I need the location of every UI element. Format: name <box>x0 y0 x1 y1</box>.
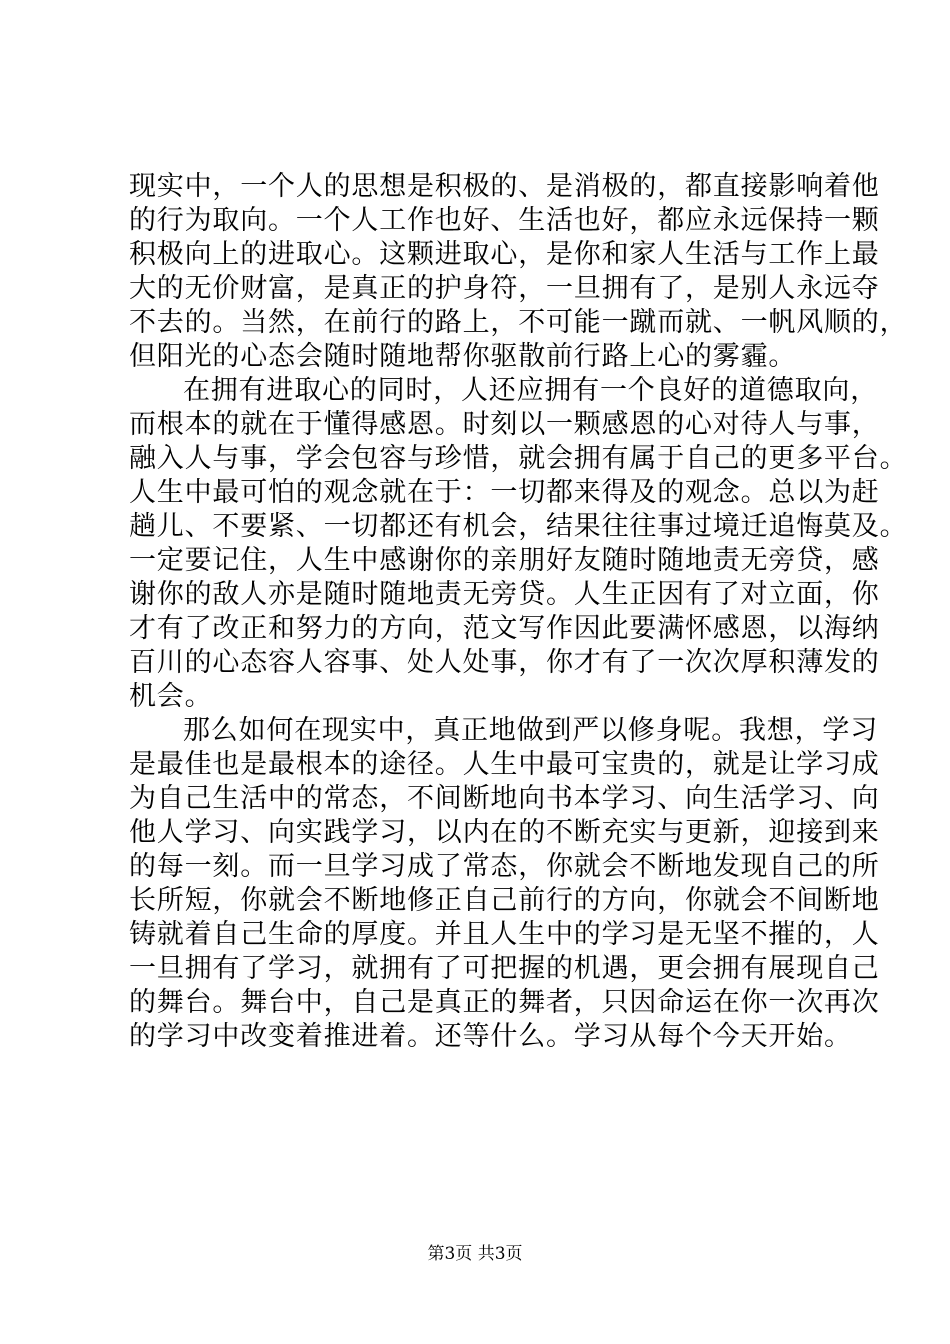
text-line: 趟儿、不要紧、一切都还有机会，结果往往事过境迁追悔莫及。 <box>129 511 908 542</box>
text-line: 长所短，你就会不断地修正自己前行的方向，你就会不间断地 <box>129 885 880 916</box>
text-line: 而根本的就在于懂得感恩。时刻以一颗感恩的心对待人与事， <box>129 409 880 440</box>
text-line: 的学习中改变着推进着。还等什么。学习从每个今天开始。 <box>129 1021 852 1052</box>
text-line: 才有了改正和努力的方向，范文写作因此要满怀感恩，以海纳 <box>129 613 880 644</box>
text-line: 的舞台。舞台中，自己是真正的舞者，只因命运在你一次再次 <box>129 987 880 1018</box>
text-line: 人生中最可怕的观念就在于：一切都来得及的观念。总以为赶 <box>129 477 880 508</box>
text-line: 机会。 <box>129 681 213 712</box>
text-line: 但阳光的心态会随时随地帮你驱散前行路上心的雾霾。 <box>129 341 797 372</box>
text-line: 为自己生活中的常态，不间断地向书本学习、向生活学习、向 <box>129 783 880 814</box>
document-body <box>129 170 908 1054</box>
text-line: 一定要记住，人生中感谢你的亲朋好友随时随地责无旁贷，感 <box>129 545 880 576</box>
text-line: 的行为取向。一个人工作也好、生活也好，都应永远保持一颗 <box>129 205 880 236</box>
text-line: 一旦拥有了学习，就拥有了可把握的机遇，更会拥有展现自己 <box>129 953 880 984</box>
text-line: 现实中，一个人的思想是积极的、是消极的，都直接影响着他 <box>129 171 880 202</box>
text-line: 谢你的敌人亦是随时随地责无旁贷。人生正因有了对立面，你 <box>129 579 880 610</box>
text-line: 他人学习、向实践学习，以内在的不断充实与更新，迎接到来 <box>129 817 880 848</box>
paragraph-first-line: 在拥有进取心的同时，人还应拥有一个良好的道德取向， <box>183 375 878 406</box>
text-line: 积极向上的进取心。这颗进取心，是你和家人生活与工作上最 <box>129 239 880 270</box>
text-line: 百川的心态容人容事、处人处事，你才有了一次次厚积薄发的 <box>129 647 880 678</box>
text-line: 是最佳也是最根本的途径。人生中最可宝贵的，就是让学习成 <box>129 749 880 780</box>
text-line: 铸就着自己生命的厚度。并且人生中的学习是无坚不摧的，人 <box>129 919 880 950</box>
text-line: 大的无价财富，是真正的护身符，一旦拥有了，是别人永远夺 <box>129 273 880 304</box>
text-line: 不去的。当然，在前行的路上，不可能一蹴而就、一帆风顺的， <box>129 307 908 338</box>
text-line: 的每一刻。而一旦学习成了常态，你就会不断地发现自己的所 <box>129 851 880 882</box>
paragraph-first-line: 那么如何在现实中，真正地做到严以修身呢。我想，学习 <box>183 715 878 746</box>
text-line: 融入人与事，学会包容与珍惜，就会拥有属于自己的更多平台。 <box>129 443 908 474</box>
page-number-footer: 第3页 共3页 <box>427 1244 523 1264</box>
